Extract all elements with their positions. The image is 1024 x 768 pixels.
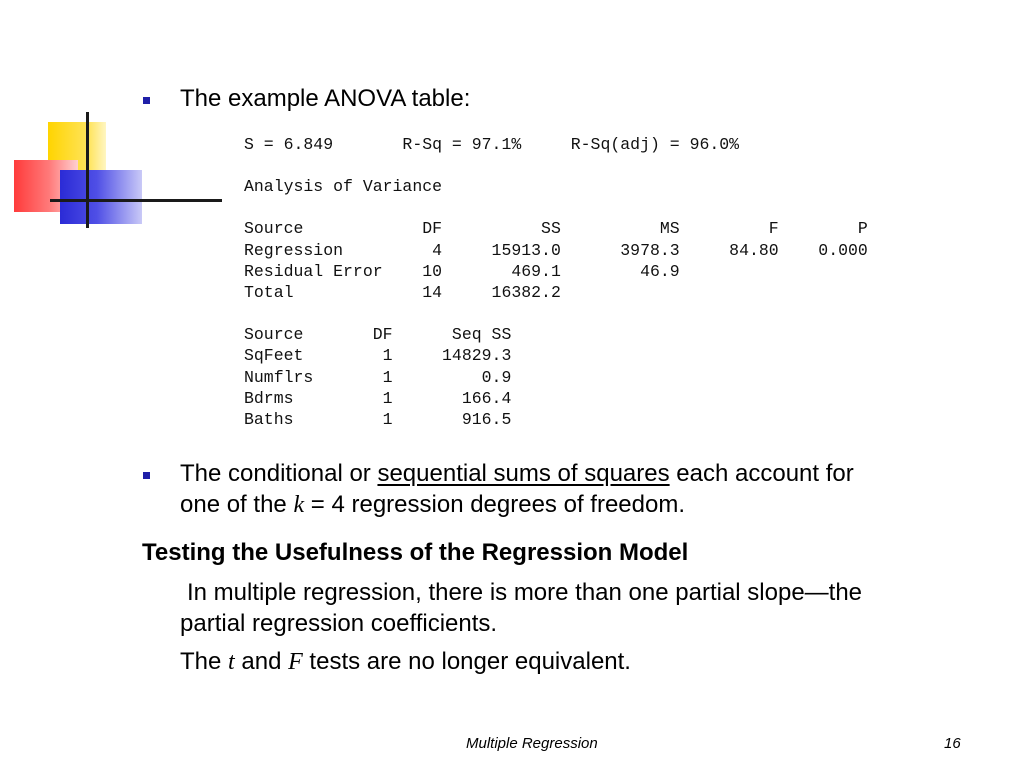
bullet-icon — [143, 472, 150, 479]
paragraph-line-2: partial regression coefficients. — [180, 610, 498, 637]
seq-ss-table-row: SqFeet 1 14829.3 — [244, 346, 512, 366]
decorative-squares-logo — [0, 0, 230, 240]
bullet-text-anova-intro: The example ANOVA table: — [180, 85, 471, 112]
seq-ss-table — [244, 324, 868, 430]
page-number: 16 — [944, 735, 961, 752]
blue-square — [60, 170, 142, 224]
anova-table-row: Residual Error 10 469.1 46.9 — [244, 261, 680, 281]
paragraph-partial-slope — [180, 577, 1010, 639]
anova-title: Analysis of Variance — [244, 177, 443, 197]
bullet-icon — [143, 97, 150, 104]
anova-table-row: Regression 4 15913.0 3978.3 84.80 0.000 — [244, 240, 868, 260]
paragraph-t-f-tests — [180, 646, 631, 678]
bullet-line-2 — [180, 489, 1000, 521]
bullet-text-sequential-ss — [180, 458, 1000, 521]
text-segment: tests are no longer equivalent. — [302, 648, 631, 675]
t-variable: t — [228, 649, 235, 675]
section-heading: Testing the Usefulness of the Regression Model — [142, 539, 689, 566]
seq-ss-table-row: Numflrs 1 0.9 — [244, 367, 512, 387]
text-segment: and — [234, 648, 289, 675]
equals-sign: = — [304, 491, 332, 518]
bullet-line-1 — [180, 458, 1000, 489]
summary-line: S = 6.849 R-Sq = 97.1% R-Sq(adj) = 96.0% — [244, 135, 740, 154]
anova-table-header: Source DF SS MS F P — [244, 219, 868, 239]
paragraph-line-1: In multiple regression, there is more than one partial slope—the — [187, 579, 863, 606]
text-segment: each account for — [669, 460, 854, 487]
k-variable: k — [293, 492, 305, 518]
f-variable: F — [288, 649, 303, 675]
seq-ss-table-row: Baths 1 916.5 — [244, 410, 512, 430]
vertical-rule — [86, 112, 89, 228]
regression-output-block — [244, 134, 868, 430]
anova-table — [244, 218, 868, 303]
text-segment: one of the — [180, 491, 294, 518]
k-value: 4 — [331, 491, 345, 518]
underlined-term: sequential sums of squares — [377, 460, 670, 487]
text-segment: The — [180, 648, 229, 675]
seq-ss-table-row: Bdrms 1 166.4 — [244, 388, 512, 408]
footer-title: Multiple Regression — [466, 735, 598, 752]
text-segment: The conditional or — [180, 460, 378, 487]
text-segment: regression degrees of freedom. — [344, 491, 685, 518]
horizontal-rule — [50, 199, 222, 202]
anova-table-row: Total 14 16382.2 — [244, 283, 561, 303]
seq-ss-table-header: Source DF Seq SS — [244, 325, 512, 345]
